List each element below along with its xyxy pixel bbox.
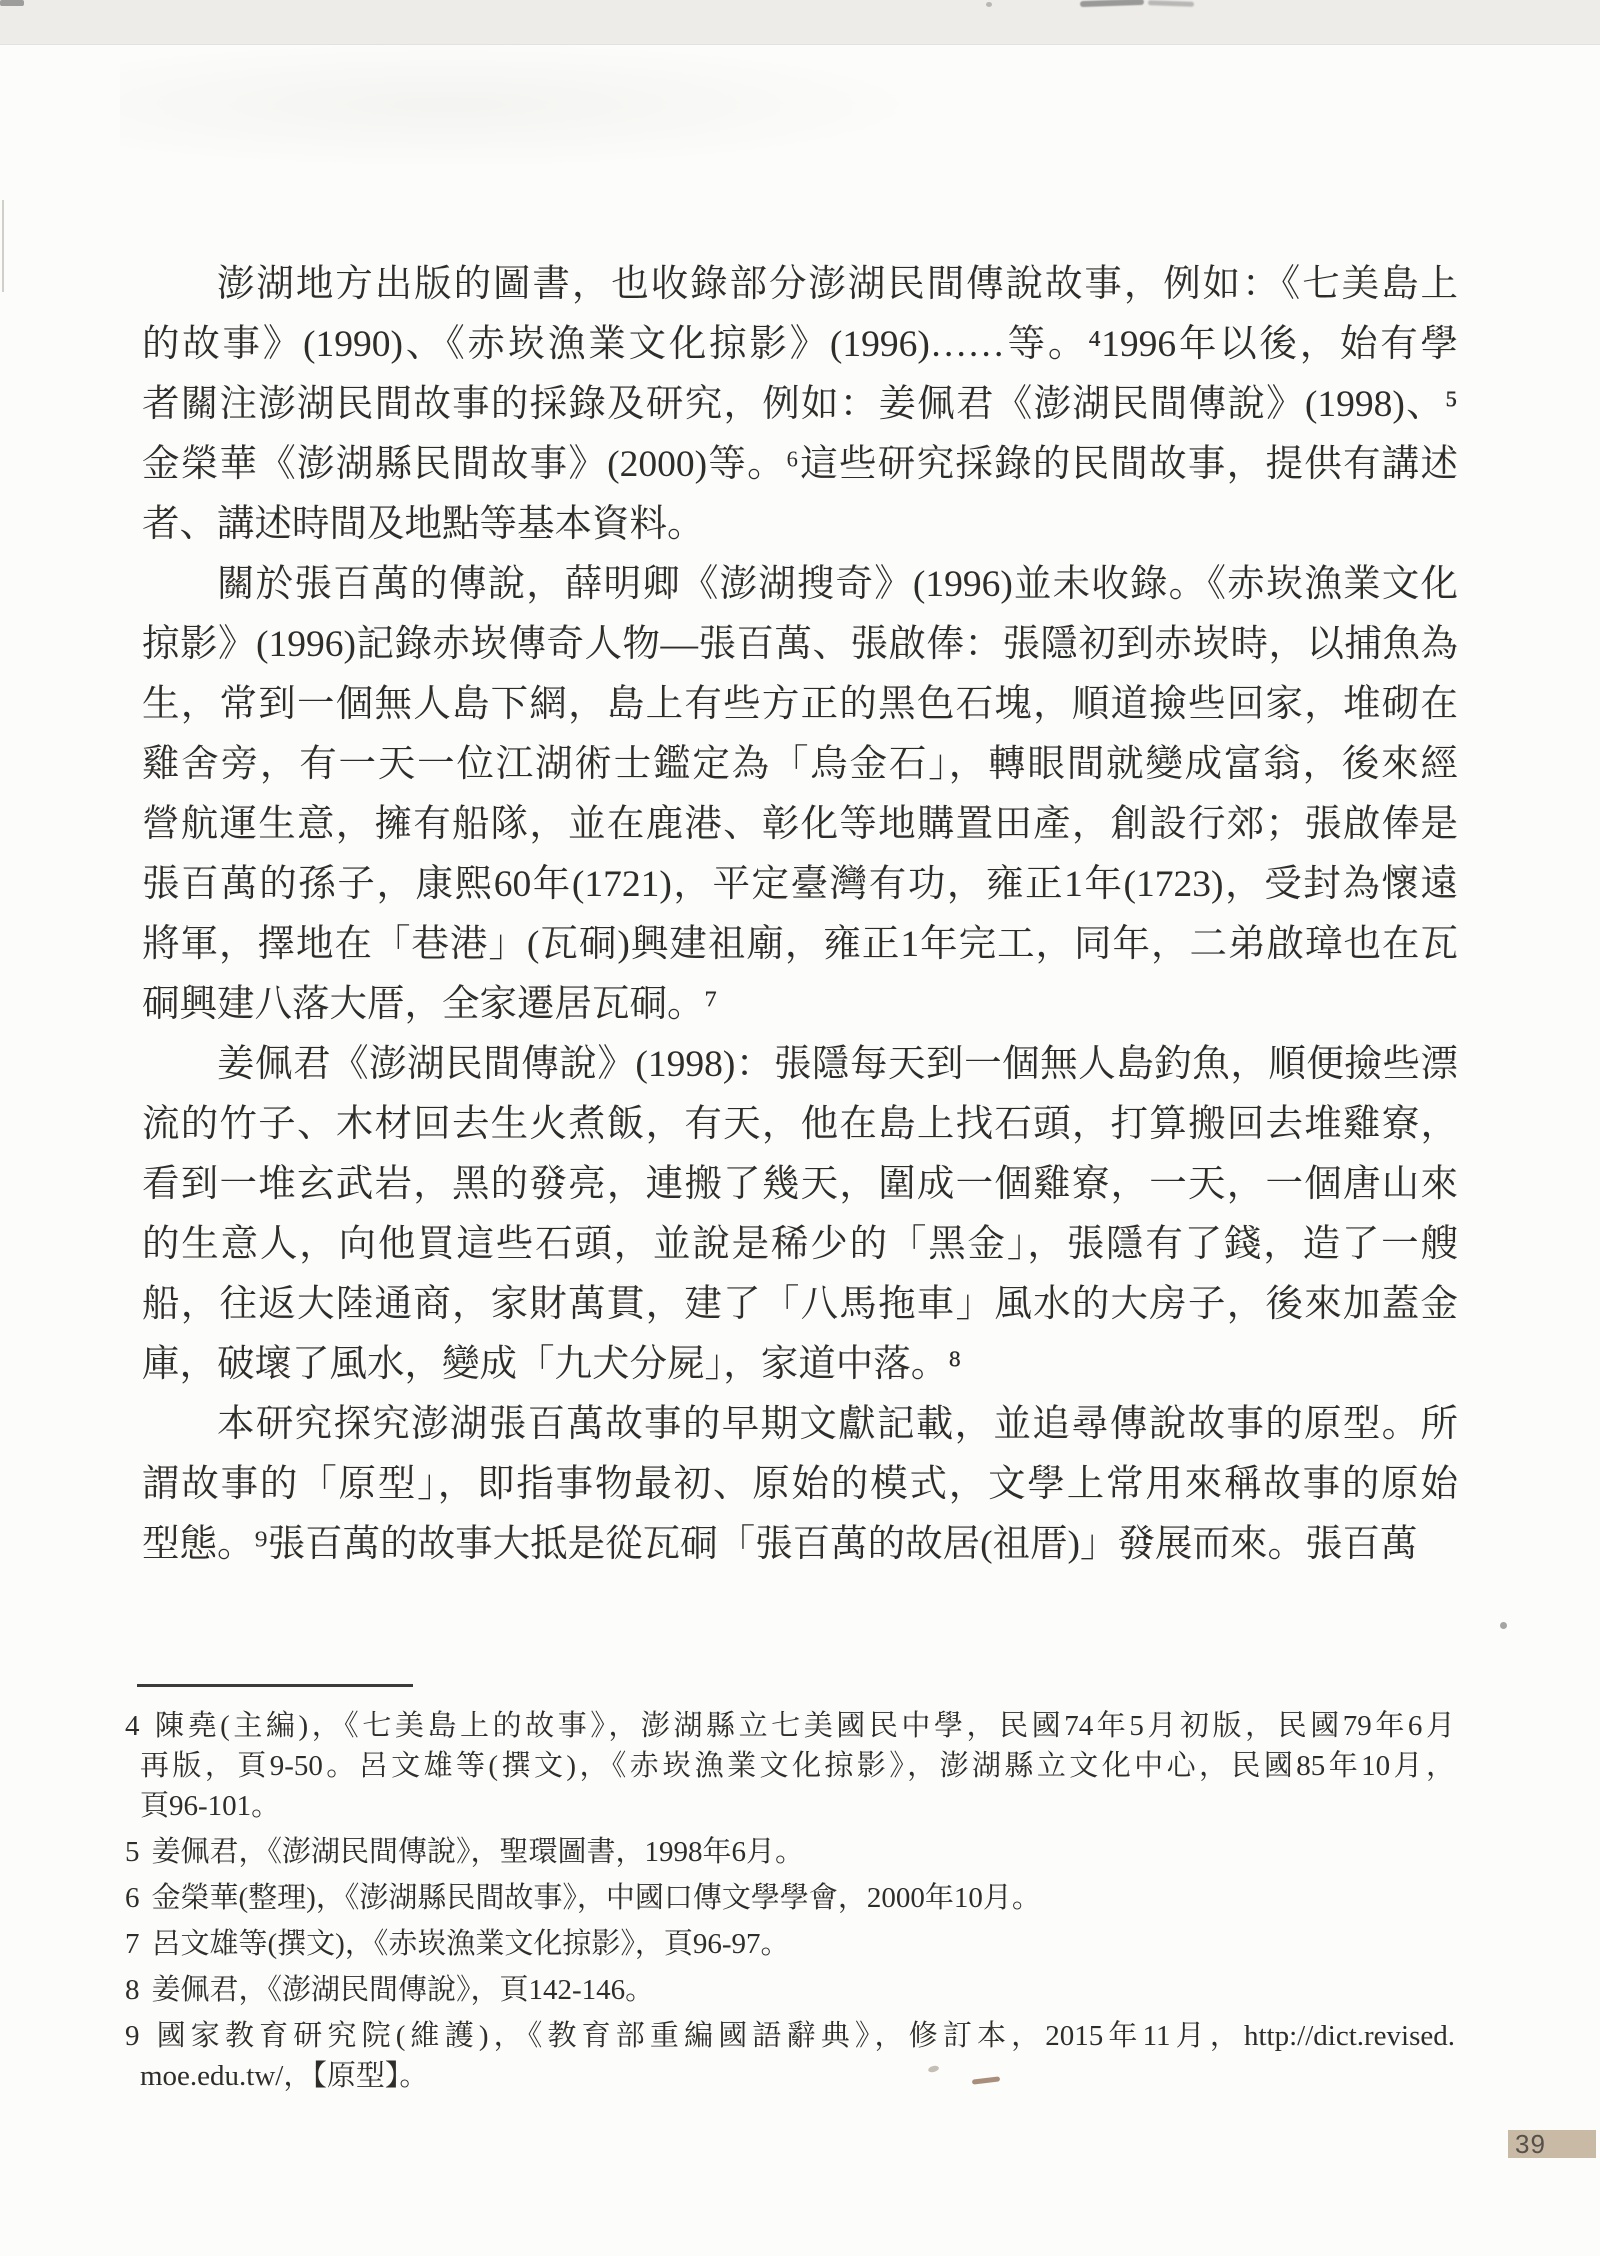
footnote-line: 8 姜佩君，《澎湖民間傳說》，頁142-146。 xyxy=(125,1970,1455,2010)
footnote-5 xyxy=(125,1832,1455,1872)
footnote-4 xyxy=(125,1706,1455,1826)
text-line: 硐興建八落大厝，全家遷居瓦硐。⁷ xyxy=(142,984,718,1025)
scan-artifact xyxy=(1500,1622,1507,1629)
text-line: 庫，破壞了風水，變成「九犬分屍」，家道中落。⁸ xyxy=(142,1344,962,1385)
footnote-line: 6 金榮華(整理)，《澎湖縣民間故事》，中國口傳文學學會，2000年10月。 xyxy=(125,1878,1455,1918)
footnote-number: 7 xyxy=(125,1928,140,1960)
text-line: 將軍，擇地在「巷港」(瓦硐)興建祖廟，雍正1年完工，同年，二弟啟璋也在瓦 xyxy=(142,924,1458,965)
footnote-separator xyxy=(137,1684,413,1687)
footnote-8 xyxy=(125,1970,1455,2010)
text-line: 金榮華《澎湖縣民間故事》(2000)等。⁶這些研究採錄的民間故事，提供有講述 xyxy=(142,444,1458,485)
footnote-number: 9 xyxy=(125,2020,140,2052)
footnote-line: 7 呂文雄等(撰文)，《赤崁漁業文化掠影》，頁96-97。 xyxy=(125,1924,1455,1964)
text-line: 本研究探究澎湖張百萬故事的早期文獻記載，並追尋傳說故事的原型。所 xyxy=(217,1404,1458,1445)
paragraph-4 xyxy=(142,1395,1458,1575)
text-line: 者關注澎湖民間故事的採錄及研究，例如：姜佩君《澎湖民間傳說》(1998)、⁵ xyxy=(142,384,1458,425)
footnote-number: 8 xyxy=(125,1974,140,2006)
text-line: 關於張百萬的傳說，薛明卿《澎湖搜奇》(1996)並未收錄。《赤崁漁業文化 xyxy=(217,564,1458,605)
text-line: 流的竹子、木材回去生火煮飯，有天，他在島上找石頭，打算搬回去堆雞寮， xyxy=(142,1104,1458,1145)
text-line: 的生意人，向他買這些石頭，並說是稀少的「黑金」，張隱有了錢，造了一艘 xyxy=(142,1224,1458,1265)
paragraph-1 xyxy=(142,255,1458,555)
footnote-number: 4 xyxy=(125,1710,140,1742)
footnote-7 xyxy=(125,1924,1455,1964)
footnote-6 xyxy=(125,1878,1455,1918)
text-line: 型態。⁹張百萬的故事大抵是從瓦硐「張百萬的故居(祖厝)」發展而來。張百萬 xyxy=(142,1524,1418,1565)
text-line: 掠影》(1996)記錄赤崁傳奇人物—張百萬、張啟俸：張隱初到赤崁時，以捕魚為 xyxy=(142,624,1458,665)
text-line: 謂故事的「原型」，即指事物最初、原始的模式，文學上常用來稱故事的原始 xyxy=(142,1464,1458,1505)
footnote-line: 4 陳堯(主編)，《七美島上的故事》，澎湖縣立七美國民中學，民國74年5月初版，民國79年6月 xyxy=(125,1706,1455,1746)
footnote-line: 再版，頁9-50。呂文雄等(撰文)，《赤崁漁業文化掠影》，澎湖縣立文化中心，民國85年10月， xyxy=(140,1750,1455,1782)
text-line: 生，常到一個無人島下網，島上有些方正的黑色石塊，順道撿些回家，堆砌在 xyxy=(142,684,1458,725)
footnote-line: 5 姜佩君，《澎湖民間傳說》，聖環圖書，1998年6月。 xyxy=(125,1832,1455,1872)
text-line: 者、講述時間及地點等基本資料。 xyxy=(142,504,705,545)
scan-smudge xyxy=(120,40,940,170)
text-line: 的故事》(1990)、《赤崁漁業文化掠影》(1996)……等。⁴1996年以後，始有學 xyxy=(142,324,1458,365)
body-text xyxy=(142,255,1458,1575)
footnotes xyxy=(125,1706,1455,2102)
text-line: 雞舍旁，有一天一位江湖術士鑑定為「烏金石」，轉眼間就變成富翁，後來經 xyxy=(142,744,1458,785)
footnote-line: 頁96-101。 xyxy=(140,1790,281,1822)
paragraph-3 xyxy=(142,1035,1458,1395)
text-line: 澎湖地方出版的圖書，也收錄部分澎湖民間傳說故事，例如：《七美島上 xyxy=(217,264,1458,305)
footnote-line: 9 國家教育研究院(維護)，《教育部重編國語辭典》，修訂本，2015年11月，http://dict.revised. xyxy=(125,2016,1455,2056)
scan-top-band xyxy=(0,0,1600,45)
scan-edge-line xyxy=(2,200,4,292)
text-line: 看到一堆玄武岩，黑的發亮，連搬了幾天，圍成一個雞寮，一天，一個唐山來 xyxy=(142,1164,1458,1205)
footnote-9 xyxy=(125,2016,1455,2096)
footnote-number: 6 xyxy=(125,1882,140,1914)
paragraph-2 xyxy=(142,555,1458,1035)
footnote-line: moe.edu.tw/，【原型】。 xyxy=(140,2060,429,2092)
text-line: 船，往返大陸通商，家財萬貫，建了「八馬拖車」風水的大房子，後來加蓋金 xyxy=(142,1284,1458,1325)
text-line: 姜佩君《澎湖民間傳說》(1998)：張隱每天到一個無人島釣魚，順便撿些漂 xyxy=(217,1044,1458,1085)
page-number: 39 xyxy=(1515,2129,1546,2159)
text-line: 營航運生意，擁有船隊，並在鹿港、彰化等地購置田產，創設行郊；張啟俸是 xyxy=(142,804,1458,845)
text-line: 張百萬的孫子，康熙60年(1721)，平定臺灣有功，雍正1年(1723)，受封為懷遠 xyxy=(142,864,1458,905)
footnote-number: 5 xyxy=(125,1836,140,1868)
page-number-tab xyxy=(1508,2130,1596,2158)
